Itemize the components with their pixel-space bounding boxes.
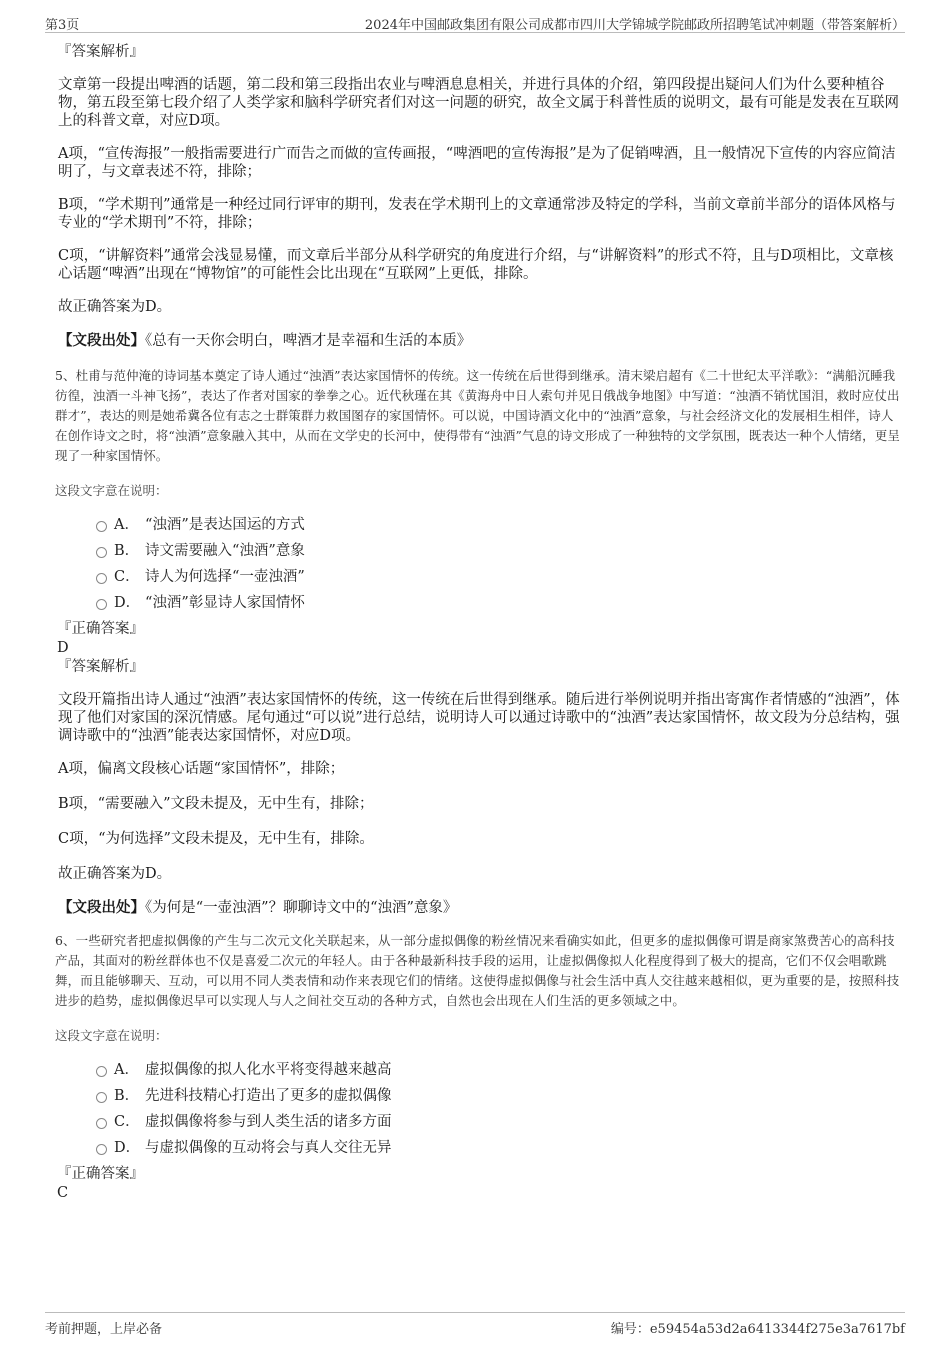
source-title: 《总有一天你会明白，啤酒才是幸福和生活的本质》 bbox=[145, 333, 472, 349]
footer-slogan: 考前押题，上岸必备 bbox=[45, 1322, 163, 1337]
option-key: A． bbox=[114, 517, 139, 533]
correct-answer: C bbox=[57, 1185, 69, 1201]
radio-icon[interactable] bbox=[96, 573, 107, 584]
source-title: 《为何是“一壶浊酒”？聊聊诗文中的“浊酒”意象》 bbox=[145, 900, 458, 916]
page-header bbox=[45, 10, 905, 33]
analysis-label: 『答案解析』 bbox=[57, 44, 144, 60]
option-b[interactable] bbox=[55, 538, 900, 564]
correct-answer-label: 『正确答案』 bbox=[57, 621, 144, 637]
radio-icon[interactable] bbox=[96, 547, 107, 558]
option-text: “浊酒”彰显诗人家国情怀 bbox=[145, 595, 305, 611]
radio-icon[interactable] bbox=[96, 1092, 107, 1103]
question-5-options bbox=[55, 512, 900, 616]
radio-icon[interactable] bbox=[96, 1066, 107, 1077]
option-b[interactable] bbox=[55, 1083, 900, 1109]
source-label: 【文段出处】 bbox=[58, 899, 145, 916]
option-key: C． bbox=[114, 1114, 140, 1130]
option-text: 虚拟偶像的拟人化水平将变得越来越高 bbox=[145, 1062, 392, 1078]
source-line bbox=[55, 332, 900, 350]
option-text: 与虚拟偶像的互动将会与真人交往无异 bbox=[145, 1140, 392, 1156]
radio-icon[interactable] bbox=[96, 599, 107, 610]
option-key: D． bbox=[114, 595, 141, 611]
conclusion: 故正确答案为D。 bbox=[58, 866, 172, 882]
option-d[interactable] bbox=[55, 1135, 900, 1161]
radio-icon[interactable] bbox=[96, 521, 107, 532]
analysis-label: 『答案解析』 bbox=[57, 659, 144, 675]
option-c[interactable] bbox=[55, 564, 900, 590]
option-c-analysis: C项，“为何选择”文段未提及，无中生有，排除。 bbox=[58, 831, 374, 847]
correct-answer: D bbox=[57, 640, 69, 656]
option-text: 诗文需要融入“浊酒”意象 bbox=[145, 543, 305, 559]
correct-answer-label: 『正确答案』 bbox=[57, 1166, 144, 1182]
option-d[interactable] bbox=[55, 590, 900, 616]
conclusion: 故正确答案为D。 bbox=[58, 299, 172, 315]
radio-icon[interactable] bbox=[96, 1144, 107, 1155]
document-id: 编号：e59454a53d2a6413344f275e3a7617bf bbox=[610, 1322, 905, 1337]
option-c-analysis: C项，“讲解资料”通常会浅显易懂，而文章后半部分从科学研究的角度进行介绍，与“讲解资料”的形式不符，且与D项相比，文章核心话题“啤酒”出现在“博物馆”的可能性会比出现在“互联网”上更低，排除。 bbox=[58, 248, 894, 282]
question-5-prompt: 这段文字意在说明： bbox=[55, 483, 168, 498]
option-b-analysis: B项，“需要融入”文段未提及，无中生有，排除； bbox=[58, 796, 374, 812]
analysis-paragraph: 文段开篇指出诗人通过“浊酒”表达家国情怀的传统，这一传统在后世得到继承。随后进行举例说明并指出寄寓作者情感的“浊酒”，体现了他们对家国的深沉情感。尾句通过“可以说”进行总结，说明诗人可以通过诗歌中的“浊酒”表达家国情怀，故文段为分总结构，强调诗歌中的“浊酒”能表达家国情怀，对应D项。 bbox=[58, 692, 900, 744]
option-key: C． bbox=[114, 569, 140, 585]
option-key: A． bbox=[114, 1062, 139, 1078]
option-b-analysis: B项，“学术期刊”通常是一种经过同行评审的期刊，发表在学术期刊上的文章通常涉及特定的学科，当前文章前半部分的语体风格与专业的“学术期刊”不符，排除； bbox=[58, 197, 896, 231]
question-6-options bbox=[55, 1057, 900, 1161]
document-body bbox=[55, 42, 900, 1203]
question-6-prompt: 这段文字意在说明： bbox=[55, 1028, 168, 1043]
source-label: 【文段出处】 bbox=[58, 332, 145, 349]
option-key: B． bbox=[114, 1088, 140, 1104]
document-title: 2024年中国邮政集团有限公司成都市四川大学锦城学院邮政所招聘笔试冲刺题（带答案解析） bbox=[364, 18, 905, 33]
option-text: 先进科技精心打造出了更多的虚拟偶像 bbox=[145, 1088, 392, 1104]
option-text: “浊酒”是表达国运的方式 bbox=[145, 517, 305, 533]
radio-icon[interactable] bbox=[96, 1118, 107, 1129]
option-key: B． bbox=[114, 543, 140, 559]
option-text: 诗人为何选择“一壶浊酒” bbox=[145, 569, 305, 585]
option-a[interactable] bbox=[55, 1057, 900, 1083]
analysis-paragraph: 文章第一段提出啤酒的话题，第二段和第三段指出农业与啤酒息息相关，并进行具体的介绍，第四段提出疑问人们为什么要种植谷物，第五段至第七段介绍了人类学家和脑科学研究者们对这一问题的研究，故全文属于科普性质的说明文，最有可能是发表在互联网上的科普文章，对应D项。 bbox=[58, 77, 899, 129]
source-line bbox=[55, 899, 900, 917]
page-footer bbox=[45, 1312, 905, 1337]
option-a[interactable] bbox=[55, 512, 900, 538]
option-text: 虚拟偶像将参与到人类生活的诸多方面 bbox=[145, 1114, 392, 1130]
question-6-text: 6、一些研究者把虚拟偶像的产生与二次元文化关联起来，从一部分虚拟偶像的粉丝情况来看确实如此，但更多的虚拟偶像可谓是商家煞费苦心的高科技产品，其面对的粉丝群体也不仅是喜爱二次元的年轻人。由于各种最新科技手段的运用，让虚拟偶像拟人化程度得到了极大的提高，它们不仅会唱歌跳舞，而且能够聊天、互动，可以用不同人类表情和动作来表现它们的情绪。这使得虚拟偶像与社会生活中真人交往越来越相似，更为重要的是，按照科技进步的趋势，虚拟偶像迟早可以实现人与人之间社交互动的各种方式，自然也会出现在人们生活的更多领域之中。 bbox=[55, 933, 900, 1008]
option-a-analysis: A项，“宣传海报”一般指需要进行广而告之而做的宣传画报，“啤酒吧的宣传海报”是为了促销啤酒，且一般情况下宣传的内容应简洁明了，与文章表述不符，排除； bbox=[58, 146, 896, 180]
option-key: D． bbox=[114, 1140, 141, 1156]
option-c[interactable] bbox=[55, 1109, 900, 1135]
question-5-text: 5、杜甫与范仲淹的诗词基本奠定了诗人通过“浊酒”表达家国情怀的传统。这一传统在后世得到继承。清末梁启超有《二十世纪太平洋歌》：“满船沉睡我彷徨，浊酒一斗神飞扬”，表达了作者对国家的拳拳之心。近代秋瑾在其《黄海舟中日人索句并见日俄战争地图》中写道：“浊酒不销忧国泪，救时应仗出群才”，表达的则是她希冀各位有志之士群策群力救国图存的家国情怀。可以说，中国诗酒文化中的“浊酒”意象，与社会经济文化的发展相生相伴，诗人在创作诗文之时，将“浊酒”意象融入其中，从而在文学史的长河中，使得带有“浊酒”气息的诗文形成了一种独特的文学氛围，既表达一种个人情绪，更呈现了一种家国情怀。 bbox=[55, 368, 900, 463]
page-number: 第3页 bbox=[45, 18, 80, 33]
option-a-analysis: A项，偏离文段核心话题“家国情怀”，排除； bbox=[58, 761, 345, 777]
